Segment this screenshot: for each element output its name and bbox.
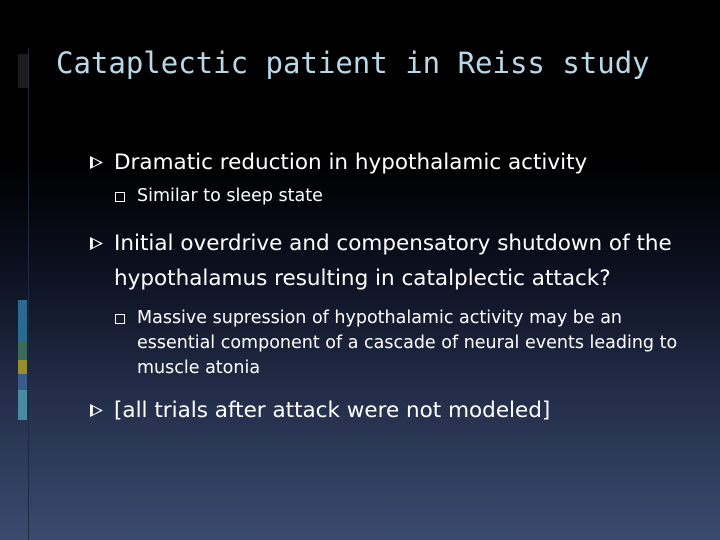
accent-strip-segment [18,390,27,420]
sub-bullet-text: Massive supression of hypothalamic activity may be an essential component of a cascade of neural events leading to muscle atonia [137,308,678,378]
square-bullet-icon [115,192,125,202]
bullet-text: Dramatic reduction in hypothalamic activity [114,150,588,175]
slide-title: Cataplectic patient in Reiss study [56,46,650,80]
bullet-item [90,226,690,296]
triangle-bullet-icon [90,237,103,250]
triangle-bullet-icon [90,156,103,169]
title-accent-block [18,54,28,88]
bullet-item [90,145,690,180]
accent-strip-segment [18,300,27,342]
sub-bullet-item [90,306,690,381]
sub-bullet-text: Similar to sleep state [137,186,323,206]
accent-strip-segment [18,342,27,360]
bullet-text: [all trials after attack were not modeled] [114,398,551,423]
accent-strip-segment [18,374,27,390]
square-bullet-icon [115,314,125,324]
left-accent-rule [28,48,29,540]
triangle-bullet-icon [90,404,103,417]
bullet-list [90,145,690,428]
bullet-text: Initial overdrive and compensatory shutdown of the hypothalamus resulting in catalplectic attack? [114,231,672,291]
bullet-item [90,393,690,428]
accent-strip-segment [18,360,27,374]
sub-bullet-item [90,184,690,209]
